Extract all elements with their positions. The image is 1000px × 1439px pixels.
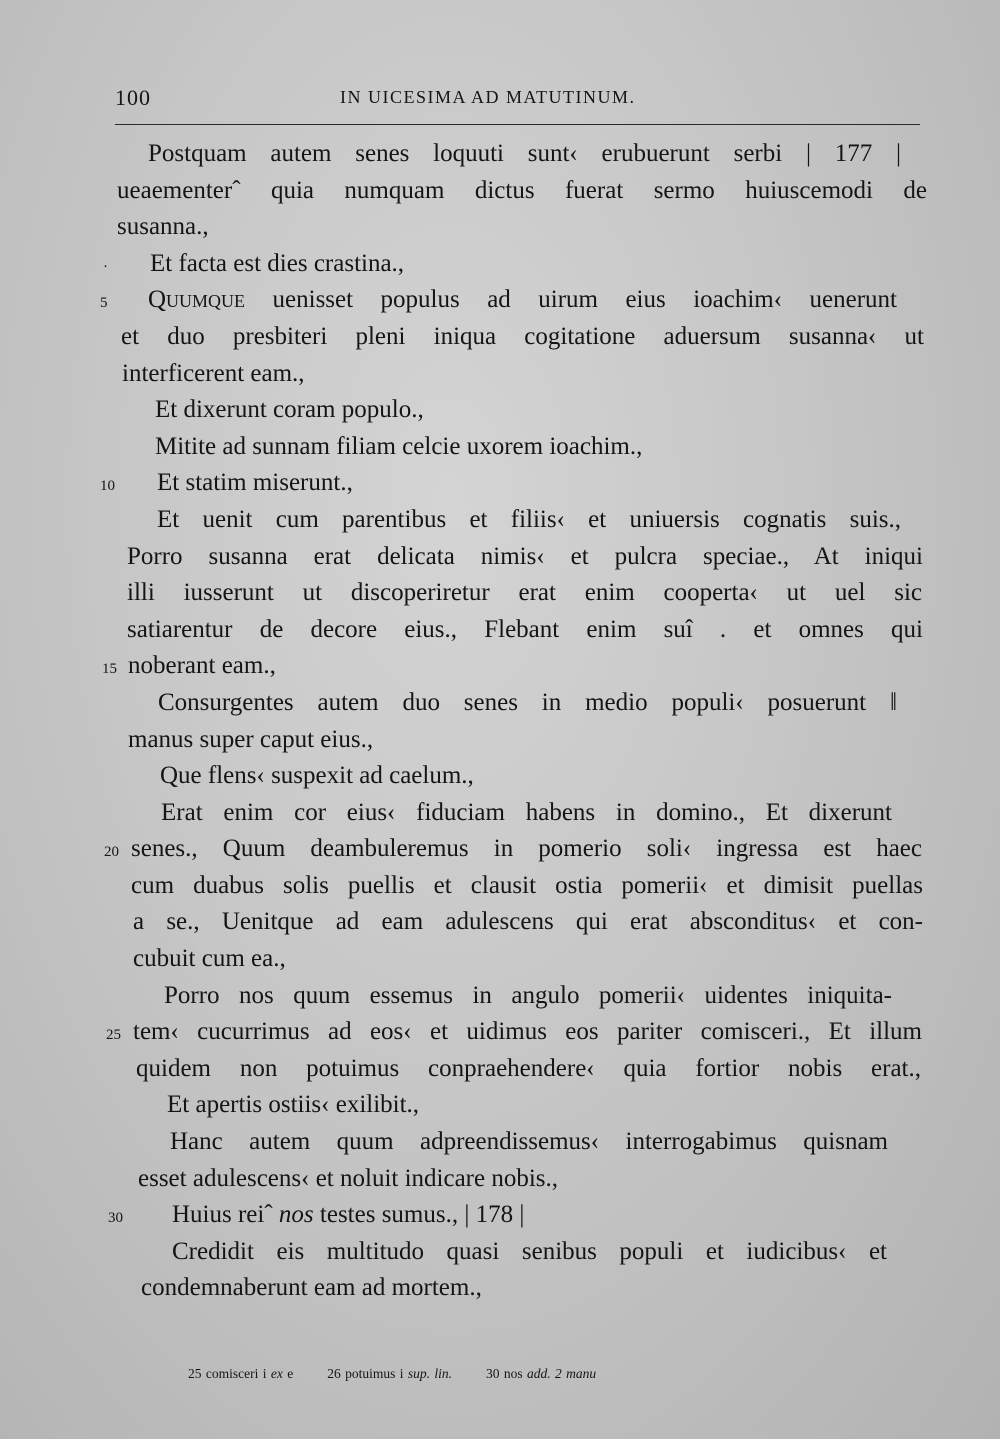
text-line (0, 685, 1000, 722)
line-text: Erat enim cor eius‹ fiduciam habens in domino., Et dixerunt (161, 798, 892, 826)
text-line (0, 1197, 1000, 1234)
line-text: Credidit eis multitudo quasi senibus populi et iudicibus‹ et (172, 1237, 887, 1265)
text-line (0, 539, 1000, 576)
text-line (0, 575, 1000, 612)
text-line (0, 319, 1000, 356)
text-line (0, 1087, 1000, 1124)
text-line (0, 502, 1000, 539)
text-line (0, 722, 1000, 759)
line-text: interficerent eam., (122, 359, 305, 387)
text-line (0, 246, 1000, 283)
line-text: manus super caput eius., (128, 725, 374, 753)
line-text: et duo presbiteri pleni iniqua cogitatione aduersum susanna‹ ut (121, 322, 924, 350)
text-line (0, 392, 1000, 429)
footnote: 26 potuimus i sup. lin. (327, 1366, 452, 1381)
footnote: 30 nos add. 2 manu (486, 1366, 597, 1381)
line-text: illi iusserunt ut discoperiretur erat enim cooperta‹ ut uel sic (127, 579, 922, 607)
text-line (0, 868, 1000, 905)
text-line (0, 648, 1000, 685)
line-number: 15 (102, 661, 117, 678)
text-line (0, 1014, 1000, 1051)
text-line (0, 356, 1000, 393)
text-line (0, 795, 1000, 832)
running-title: IN UICESIMA AD MATUTINUM. (340, 87, 636, 107)
running-head (115, 85, 920, 115)
line-text: Hanc autem quum adpreendissemus‹ interrogabimus quisnam (170, 1128, 888, 1156)
text-line (0, 282, 1000, 319)
line-text: Quumque uenisset populus ad uirum eius ioachim‹ uenerunt (148, 286, 897, 314)
text-line (0, 1051, 1000, 1088)
footnotes (188, 1366, 630, 1382)
header-rule (115, 124, 920, 125)
text-line (0, 612, 1000, 649)
text-line (0, 173, 1000, 210)
line-text: Et dixerunt coram populo., (155, 396, 424, 424)
line-text: Et uenit cum parentibus et filiis‹ et uniuersis cognatis suis., (157, 505, 901, 533)
text-line (0, 465, 1000, 502)
text-line (0, 1234, 1000, 1271)
text-line (0, 1270, 1000, 1307)
text-line (0, 831, 1000, 868)
line-number: 5 (100, 295, 108, 312)
text-line (0, 978, 1000, 1015)
line-text: Et apertis ostiis‹ exilibit., (167, 1091, 420, 1119)
text-line (0, 1124, 1000, 1161)
line-number: 10 (100, 478, 115, 495)
line-text: esset adulescens‹ et noluit indicare nobis., (138, 1164, 559, 1192)
page-number: 100 (115, 85, 151, 110)
line-number: 25 (106, 1027, 121, 1044)
line-text: Consurgentes autem duo senes in medio populi‹ posuerunt ‖ (158, 688, 897, 716)
line-text: Et facta est dies crastina., (150, 249, 405, 277)
line-text: satiarentur de decore eius., Flebant enim suî . et omnes qui (127, 615, 923, 643)
line-number: 20 (104, 844, 119, 861)
line-number: 30 (108, 1210, 123, 1227)
text-line (0, 429, 1000, 466)
line-text: Que flens‹ suspexit ad caelum., (160, 762, 474, 790)
line-text: tem‹ cucurrimus ad eos‹ et uidimus eos pariter comisceri., Et illum (133, 1018, 922, 1046)
line-text: ueaementerˆ quia numquam dictus fuerat sermo huiuscemodi de (117, 176, 927, 204)
text-line (0, 136, 1000, 173)
line-text: Porro susanna erat delicata nimis‹ et pulcra speciae., At iniqui (127, 542, 923, 570)
line-text: condemnaberunt eam ad mortem., (141, 1274, 482, 1302)
text-line (0, 758, 1000, 795)
line-text: Porro nos quum essemus in angulo pomerii‹ uidentes iniquita- (164, 981, 892, 1009)
line-text: Mitite ad sunnam filiam celcie uxorem ioachim., (155, 432, 643, 460)
line-text: Huius reiˆ nos testes sumus., | 178 | (172, 1201, 525, 1229)
line-text: noberant eam., (128, 652, 276, 680)
text-body (0, 136, 1000, 1307)
line-text: cum duabus solis puellis et clausit ostia pomerii‹ et dimisit puellas (131, 871, 923, 899)
line-text: Et statim miserunt., (157, 469, 353, 497)
text-line (0, 904, 1000, 941)
text-line (0, 1161, 1000, 1198)
line-text: susanna., (117, 213, 209, 241)
footnote: 25 comisceri i ex e (188, 1366, 294, 1381)
line-text: quidem non potuimus conpraehendere‹ quia fortior nobis erat., (136, 1054, 921, 1082)
line-text: a se., Uenitque ad eam adulescens qui erat absconditus‹ et con- (133, 908, 923, 936)
line-text: Postquam autem senes loquuti sunt‹ erubuerunt serbi | 177 | (148, 140, 901, 167)
text-line (0, 941, 1000, 978)
text-line (0, 209, 1000, 246)
line-number: · (103, 258, 108, 275)
line-text: senes., Quum deambuleremus in pomerio soli‹ ingressa est haec (131, 835, 922, 863)
line-text: cubuit cum ea., (133, 945, 286, 973)
